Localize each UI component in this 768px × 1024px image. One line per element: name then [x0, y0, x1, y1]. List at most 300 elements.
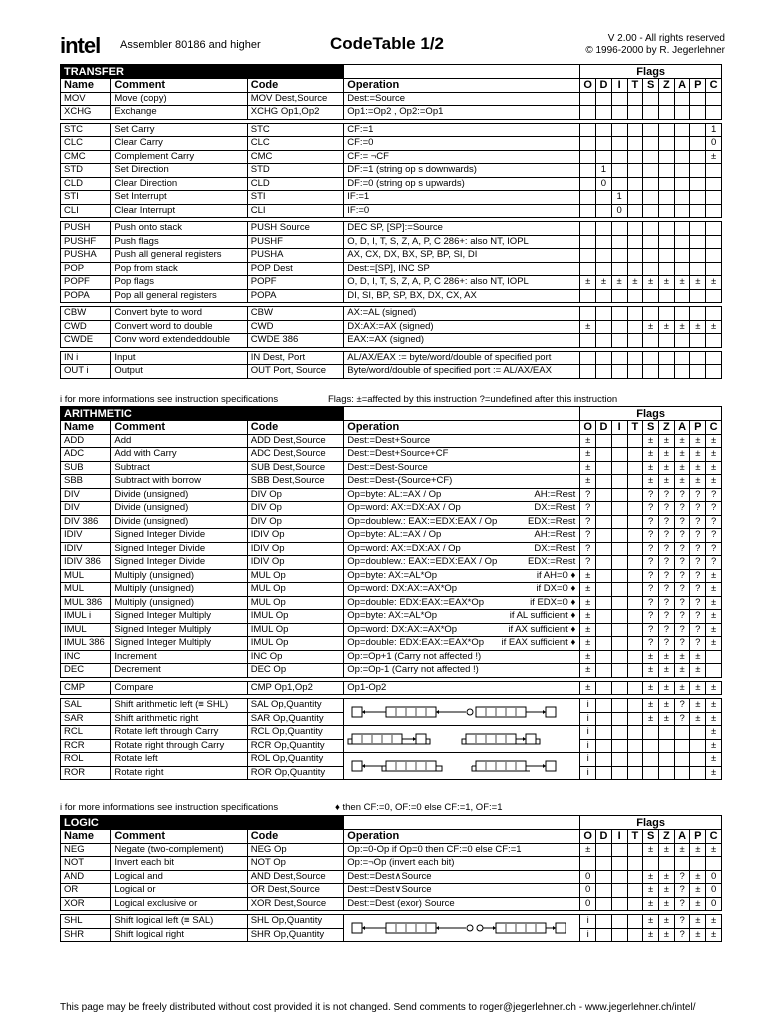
- instruction-code: POP Dest: [247, 262, 344, 276]
- instruction-code: DIV Op: [247, 502, 344, 516]
- flag-cell: ?: [674, 515, 690, 529]
- instruction-comment: Signed Integer Multiply: [111, 623, 247, 637]
- instruction-operation: [344, 204, 580, 218]
- instruction-operation: [344, 664, 580, 678]
- flag-cell: ±: [580, 475, 596, 489]
- flag-cell: ±: [580, 843, 596, 857]
- flag-cell: [627, 235, 643, 249]
- flag-cell: [674, 235, 690, 249]
- instruction-code: DIV Op: [247, 515, 344, 529]
- instruction-code: MUL Op: [247, 596, 344, 610]
- flag-cell: 0: [706, 897, 722, 911]
- flag-cell: ±: [643, 461, 659, 475]
- flag-cell: ±: [596, 276, 612, 290]
- flag-cell: [580, 307, 596, 321]
- flag-cell: [706, 191, 722, 205]
- flag-cell: ±: [643, 664, 659, 678]
- instruction-name: STI: [61, 191, 111, 205]
- flag-cell: [611, 569, 627, 583]
- instruction-comment: Add: [111, 434, 247, 448]
- flag-cell: ±: [643, 915, 659, 929]
- instruction-operation: [344, 726, 580, 753]
- flag-cell: [596, 650, 612, 664]
- flag-cell: ?: [580, 515, 596, 529]
- instruction-operation: [344, 448, 580, 462]
- instruction-code: SHR Op,Quantity: [247, 928, 344, 942]
- instruction-code: OR Dest,Source: [247, 884, 344, 898]
- instruction-row: [61, 249, 722, 263]
- flag-cell: [706, 249, 722, 263]
- flag-cell: ±: [690, 276, 706, 290]
- instruction-operation: [344, 92, 580, 106]
- flag-cell: [659, 137, 675, 151]
- flag-cell: 1: [706, 123, 722, 137]
- flag-cell: [706, 334, 722, 348]
- flag-cell: ±: [706, 623, 722, 637]
- instruction-row: [61, 150, 722, 164]
- instruction-name: IDIV 386: [61, 556, 111, 570]
- flag-cell: [611, 434, 627, 448]
- flag-cell: [580, 857, 596, 871]
- flag-cell: [690, 137, 706, 151]
- version: V 2.00 - All rights reserved: [607, 33, 725, 44]
- flag-cell: [627, 434, 643, 448]
- instruction-row: [61, 637, 722, 651]
- instruction-name: IMUL 386: [61, 637, 111, 651]
- flag-cell: [596, 753, 612, 767]
- flags-heading: Flags: [580, 407, 722, 421]
- flag-cell: [596, 320, 612, 334]
- flag-cell: [611, 928, 627, 942]
- carry-box: [352, 923, 362, 933]
- operation-result: if AL sufficient ♦: [509, 610, 576, 622]
- register-box: [352, 734, 402, 744]
- instruction-row: [61, 664, 722, 678]
- flag-cell: ?: [643, 502, 659, 516]
- flag-letter-header: S: [643, 79, 659, 93]
- instruction-operation: [344, 106, 580, 120]
- flag-cell: [627, 610, 643, 624]
- flag-cell: ±: [706, 461, 722, 475]
- carry-box: [352, 761, 362, 771]
- flag-cell: [580, 222, 596, 236]
- instruction-comment: Set Direction: [111, 164, 247, 178]
- flag-cell: [627, 515, 643, 529]
- flag-cell: ±: [658, 475, 674, 489]
- flag-cell: [659, 92, 675, 106]
- flag-cell: [580, 137, 596, 151]
- instruction-name: CLC: [61, 137, 111, 151]
- instruction-comment: Exchange: [111, 106, 247, 120]
- flag-cell: [690, 106, 706, 120]
- flag-cell: [690, 365, 706, 379]
- flag-cell: [706, 235, 722, 249]
- instruction-row: [61, 307, 722, 321]
- note-right: Flags: ±=affected by this instruction ?=undefined after this instruction: [328, 394, 618, 405]
- flag-cell: i: [580, 915, 596, 929]
- flag-cell: ?: [643, 569, 659, 583]
- flag-letter-header: A: [674, 830, 690, 844]
- instruction-comment: Divide (unsigned): [111, 502, 247, 516]
- instruction-name: DIV 386: [61, 515, 111, 529]
- instruction-comment: Logical and: [111, 870, 247, 884]
- operation-result: if AH=0 ♦: [536, 569, 576, 581]
- flag-cell: [611, 681, 627, 695]
- flag-cell: [659, 204, 675, 218]
- instruction-name: IMUL i: [61, 610, 111, 624]
- instruction-code: MUL Op: [247, 583, 344, 597]
- flag-cell: ?: [643, 515, 659, 529]
- instruction-row: [61, 334, 722, 348]
- flag-cell: [611, 637, 627, 651]
- flag-cell: [674, 204, 690, 218]
- instruction-comment: Shift arithmetic right: [111, 712, 247, 726]
- flag-cell: [611, 515, 627, 529]
- instruction-name: RCR: [61, 739, 111, 753]
- flag-cell: ±: [580, 664, 596, 678]
- flag-cell: [690, 191, 706, 205]
- flag-cell: [627, 542, 643, 556]
- flag-cell: [643, 177, 659, 191]
- flag-cell: [596, 92, 612, 106]
- logic-table: [60, 815, 722, 942]
- flag-cell: [658, 739, 674, 753]
- flag-letter-header: T: [627, 79, 643, 93]
- shift-diagram-rol: [346, 760, 566, 772]
- flag-cell: [627, 739, 643, 753]
- instruction-code: MUL Op: [247, 569, 344, 583]
- flag-cell: [643, 739, 659, 753]
- flag-cell: [596, 289, 612, 303]
- operation-text: DF:=1 (string op s downwards): [347, 164, 477, 176]
- flag-cell: ±: [658, 461, 674, 475]
- flag-cell: [611, 222, 627, 236]
- flag-cell: ±: [643, 681, 659, 695]
- instruction-operation: [344, 488, 580, 502]
- flag-cell: [611, 334, 627, 348]
- operation-result: DX:=Rest: [534, 542, 576, 554]
- flag-cell: ±: [580, 448, 596, 462]
- flag-cell: [627, 150, 643, 164]
- flag-letter-header: I: [611, 830, 627, 844]
- carry-box: [416, 734, 426, 744]
- instruction-name: SUB: [61, 461, 111, 475]
- operation-text: Op=byte: AX:=AL*Op: [347, 610, 438, 622]
- instruction-operation: [344, 502, 580, 516]
- section-title: ARITHMETIC: [61, 407, 344, 421]
- instruction-name: OR: [61, 884, 111, 898]
- flag-cell: ?: [580, 488, 596, 502]
- instruction-name: MUL: [61, 583, 111, 597]
- flag-cell: [690, 92, 706, 106]
- flag-cell: [627, 177, 643, 191]
- flag-cell: ±: [658, 650, 674, 664]
- flag-cell: [643, 857, 659, 871]
- register-box: [386, 707, 436, 717]
- flag-cell: ±: [706, 448, 722, 462]
- flag-cell: ±: [706, 569, 722, 583]
- col-name-header: Name: [61, 79, 111, 93]
- instruction-row: [61, 556, 722, 570]
- instruction-operation: [344, 650, 580, 664]
- flag-cell: [690, 222, 706, 236]
- flag-cell: ±: [580, 276, 596, 290]
- flag-cell: [690, 739, 706, 753]
- flag-cell: ?: [674, 556, 690, 570]
- flag-cell: ?: [674, 897, 690, 911]
- operation-text: CF:=1: [347, 123, 374, 135]
- operation-text: AX, CX, DX, BX, SP, BP, SI, DI: [347, 249, 478, 261]
- flag-cell: [659, 164, 675, 178]
- flag-letter-header: P: [690, 79, 706, 93]
- flag-cell: [658, 753, 674, 767]
- flag-cell: ?: [643, 556, 659, 570]
- flag-cell: [611, 448, 627, 462]
- instruction-comment: Increment: [111, 650, 247, 664]
- flags-heading: Flags: [580, 65, 722, 79]
- instruction-name: CLD: [61, 177, 111, 191]
- flag-cell: ±: [706, 712, 722, 726]
- flag-cell: ?: [690, 569, 706, 583]
- instruction-code: IMUL Op: [247, 610, 344, 624]
- instruction-row: [61, 351, 722, 365]
- flag-cell: 0: [580, 870, 596, 884]
- instruction-code: IN Dest, Port: [247, 351, 344, 365]
- flag-cell: 0: [706, 870, 722, 884]
- flag-cell: [690, 235, 706, 249]
- instruction-row: [61, 884, 722, 898]
- instruction-name: IDIV: [61, 529, 111, 543]
- flag-cell: ±: [658, 448, 674, 462]
- flag-cell: [627, 884, 643, 898]
- flag-cell: [611, 870, 627, 884]
- instruction-name: STD: [61, 164, 111, 178]
- flag-cell: [596, 610, 612, 624]
- flag-cell: ?: [643, 488, 659, 502]
- flag-cell: ±: [643, 712, 659, 726]
- instruction-row: [61, 448, 722, 462]
- operation-text: Dest:=Dest (exor) Source: [347, 897, 455, 909]
- flag-cell: ±: [674, 681, 690, 695]
- flag-cell: [611, 150, 627, 164]
- carry-box: [546, 707, 556, 717]
- instruction-code: INC Op: [247, 650, 344, 664]
- instruction-code: XOR Dest,Source: [247, 897, 344, 911]
- flag-cell: ±: [706, 753, 722, 767]
- flag-cell: [674, 249, 690, 263]
- flag-cell: [611, 610, 627, 624]
- flag-cell: ±: [643, 843, 659, 857]
- flag-cell: ±: [658, 897, 674, 911]
- instruction-code: SUB Dest,Source: [247, 461, 344, 475]
- flag-cell: [627, 583, 643, 597]
- instruction-operation: [344, 637, 580, 651]
- instruction-name: RCL: [61, 726, 111, 740]
- flag-cell: [706, 307, 722, 321]
- flag-cell: [611, 365, 627, 379]
- instruction-row: [61, 137, 722, 151]
- flag-cell: ±: [690, 475, 706, 489]
- operation-text: Op:=0-Op if Op=0 then CF:=0 else CF:=1: [347, 843, 522, 855]
- register-box: [386, 923, 436, 933]
- flag-cell: ?: [658, 556, 674, 570]
- flag-cell: ±: [690, 448, 706, 462]
- flag-cell: 1: [611, 191, 627, 205]
- instruction-comment: Complement Carry: [111, 150, 247, 164]
- flag-cell: [580, 262, 596, 276]
- flag-cell: ?: [706, 542, 722, 556]
- flag-cell: [596, 262, 612, 276]
- flag-cell: [706, 365, 722, 379]
- flag-cell: [690, 334, 706, 348]
- flag-letter-header: S: [643, 830, 659, 844]
- operation-text: IF:=0: [347, 204, 370, 216]
- instruction-comment: Push flags: [111, 235, 247, 249]
- flag-cell: ?: [674, 915, 690, 929]
- flag-cell: ?: [690, 583, 706, 597]
- carry-box: [352, 707, 362, 717]
- flag-cell: ?: [690, 623, 706, 637]
- instruction-code: CWD: [247, 320, 344, 334]
- section-spacer: [344, 65, 580, 79]
- flag-cell: [690, 766, 706, 780]
- instruction-operation: [344, 870, 580, 884]
- instruction-name: ROR: [61, 766, 111, 780]
- section-title: LOGIC: [61, 816, 344, 830]
- flag-cell: ?: [658, 623, 674, 637]
- flag-cell: [596, 556, 612, 570]
- register-box: [476, 707, 526, 717]
- instruction-name: AND: [61, 870, 111, 884]
- instruction-operation: [344, 542, 580, 556]
- flag-cell: ±: [643, 276, 659, 290]
- flag-letter-header: Z: [658, 421, 674, 435]
- instruction-code: CMC: [247, 150, 344, 164]
- instruction-name: ROL: [61, 753, 111, 767]
- flag-cell: [643, 351, 659, 365]
- instruction-comment: Rotate right through Carry: [111, 739, 247, 753]
- instruction-operation: [344, 475, 580, 489]
- flag-cell: [627, 664, 643, 678]
- flag-cell: [643, 123, 659, 137]
- flag-cell: 0: [706, 137, 722, 151]
- flag-cell: [611, 488, 627, 502]
- flag-cell: ±: [690, 461, 706, 475]
- flag-cell: [611, 753, 627, 767]
- flag-cell: ?: [658, 637, 674, 651]
- instruction-row: [61, 623, 722, 637]
- instruction-code: RCL Op,Quantity: [247, 726, 344, 740]
- flag-cell: [659, 365, 675, 379]
- operation-text: Op:=Op+1 (Carry not affected !): [347, 650, 482, 662]
- instruction-row: [61, 191, 722, 205]
- instruction-code: ADD Dest,Source: [247, 434, 344, 448]
- instruction-name: STC: [61, 123, 111, 137]
- col-comment-header: Comment: [111, 79, 247, 93]
- flag-cell: [580, 123, 596, 137]
- version-info: [560, 33, 725, 57]
- flag-cell: [674, 766, 690, 780]
- flag-letter-header: A: [674, 421, 690, 435]
- flag-cell: [596, 857, 612, 871]
- operation-text: DX:AX:=AX (signed): [347, 320, 434, 332]
- flag-cell: [596, 351, 612, 365]
- flag-cell: [596, 475, 612, 489]
- flag-cell: ±: [580, 434, 596, 448]
- flag-cell: ?: [690, 637, 706, 651]
- instruction-code: IDIV Op: [247, 542, 344, 556]
- flag-letter-header: T: [627, 830, 643, 844]
- transfer-note: [60, 394, 722, 405]
- instruction-code: SBB Dest,Source: [247, 475, 344, 489]
- flag-cell: ±: [706, 150, 722, 164]
- instruction-operation: [344, 884, 580, 898]
- instruction-comment: Set Interrupt: [111, 191, 247, 205]
- instruction-operation: [344, 681, 580, 695]
- flag-cell: [611, 897, 627, 911]
- instruction-row: [61, 610, 722, 624]
- instruction-operation: [344, 191, 580, 205]
- instruction-name: IN i: [61, 351, 111, 365]
- instruction-comment: Divide (unsigned): [111, 488, 247, 502]
- operation-text: AX:=AL (signed): [347, 307, 417, 319]
- flag-cell: [643, 92, 659, 106]
- flag-cell: [596, 365, 612, 379]
- instruction-comment: Multiply (unsigned): [111, 583, 247, 597]
- instruction-comment: Pop from stack: [111, 262, 247, 276]
- instruction-name: SHR: [61, 928, 111, 942]
- flag-cell: [611, 249, 627, 263]
- flag-cell: [643, 753, 659, 767]
- operation-text: Op=doublew.: EAX:=EDX:EAX / Op: [347, 515, 498, 527]
- instruction-name: DIV: [61, 502, 111, 516]
- flag-cell: ?: [674, 502, 690, 516]
- flag-letter-header: P: [690, 421, 706, 435]
- flag-cell: [674, 365, 690, 379]
- flag-cell: [674, 92, 690, 106]
- flag-cell: [643, 204, 659, 218]
- section-spacer: [344, 407, 580, 421]
- flag-letter-header: D: [596, 79, 612, 93]
- flag-cell: ±: [690, 320, 706, 334]
- flag-cell: ±: [690, 712, 706, 726]
- operation-text: DF:=0 (string op s upwards): [347, 177, 465, 189]
- flag-cell: ?: [690, 488, 706, 502]
- flag-cell: ±: [643, 650, 659, 664]
- flag-cell: [596, 928, 612, 942]
- flag-cell: [643, 106, 659, 120]
- flag-cell: ?: [674, 699, 690, 713]
- flag-cell: ±: [690, 843, 706, 857]
- flag-cell: ±: [706, 583, 722, 597]
- flag-cell: ±: [706, 475, 722, 489]
- flag-cell: ±: [580, 596, 596, 610]
- instruction-code: IDIV Op: [247, 556, 344, 570]
- flag-cell: [627, 623, 643, 637]
- instruction-comment: Logical exclusive or: [111, 897, 247, 911]
- instruction-code: CLI: [247, 204, 344, 218]
- flag-cell: [627, 681, 643, 695]
- instruction-operation: [344, 623, 580, 637]
- flag-cell: [627, 569, 643, 583]
- flag-letter-header: O: [580, 830, 596, 844]
- flag-cell: [627, 106, 643, 120]
- note-left: i for more informations see instruction specifications: [60, 802, 279, 813]
- flag-cell: ±: [643, 870, 659, 884]
- flag-cell: ?: [690, 556, 706, 570]
- flag-cell: [611, 766, 627, 780]
- flag-cell: [596, 502, 612, 516]
